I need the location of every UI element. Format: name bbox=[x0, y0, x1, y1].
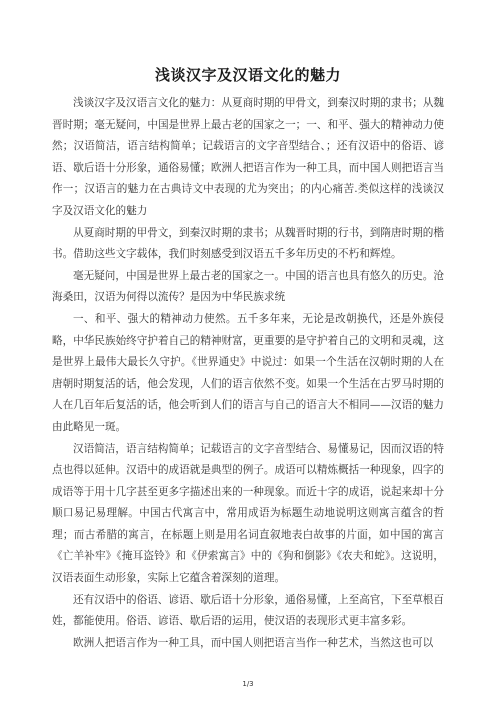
page-number: 1/3 bbox=[242, 680, 254, 688]
paragraph-history: 从夏商时期的甲骨文，到秦汉时期的隶书；从魏晋时期的行书，到隋唐时期的楷书。借助这些文字载体，我们时刻感受到汉语五千多年历史的不朽和辉煌。 bbox=[52, 226, 444, 261]
paragraph-spirit: 一、和平、强大的精神动力使然。五千多年来，无论是改朝换代，还是外族侵略，中华民族始终守护着自己的精神财富，更重要的是守护着自己的文明和灵魂，这是世界上最伟大最长久守护。《世界通史》中说过：如果一个生活在汉朝时期的人在唐朝时期复活的话，他会发现，人们的语言依然不变。如果一个生活在古罗马时期的人在几百年后复活的话，他会听到人们的语言与自己的语言大不相同——汉语的魅力由此略见一斑。 bbox=[52, 312, 444, 433]
document-title: 浅谈汉字及汉语文化的魅力 bbox=[154, 66, 341, 84]
paragraph-concise: 汉语简洁，语言结构简单；记载语言的文字音型结合、易懂易记，因而汉语的特点也得以延伸。汉语中的成语就是典型的例子。成语可以精炼概括一种现象，四字的成语等于用十几字甚至更多字描述出来的一种现象。而近十字的成语，说起来却十分顺口易记易理解。中国古代寓言中，常用成语为标题生动地说明这则寓言蕴含的哲理；而古希腊的寓言，在标题上则是用名词直叙地表白故事的片面，如中国的寓言《亡羊补牢》《掩耳盗铃》和《伊索寓言》中的《狗和倒影》《农夫和蛇》。这说明，汉语表面生动形象，实际上它蕴含着深刻的道理。 bbox=[52, 442, 444, 585]
paragraph-idioms: 还有汉语中的俗语、谚语、歇后语十分形象，通俗易懂，上至高官，下至草根百姓，都能使用。俗语、谚语、歇后语的运用，使汉语的表现形式更丰富多彩。 bbox=[52, 593, 444, 628]
document-body bbox=[52, 93, 444, 654]
paragraph-art: 欧洲人把语言作为一种工具，而中国人则把语言当作一种艺术，当然这也可以 bbox=[73, 636, 434, 649]
paragraph-intro: 浅谈汉字及汉语言文化的魅力：从夏商时期的甲骨文，到秦汉时期的隶书；从魏晋时期；毫无疑问，中国是世界上最古老的国家之一；一、和平、强大的精神动力使然；汉语简洁，语言结构简单；记载语言的文字音型结合、；还有汉语中的俗语、谚语、歇后语十分形象，通俗易懂；欧洲人把语言作为一种工具，而中国人则把语言当作一；汉语言的魅力在古典诗文中表现的尤为突出；的内心痛苦.类似这样的浅谈汉字及汉语文化的魅力 bbox=[52, 97, 444, 217]
paragraph-ancient-nation: 毫无疑问，中国是世界上最古老的国家之一。中国的语言也具有悠久的历史。沧海桑田，汉语为何得以流传？是因为中华民族求统 bbox=[52, 269, 444, 304]
